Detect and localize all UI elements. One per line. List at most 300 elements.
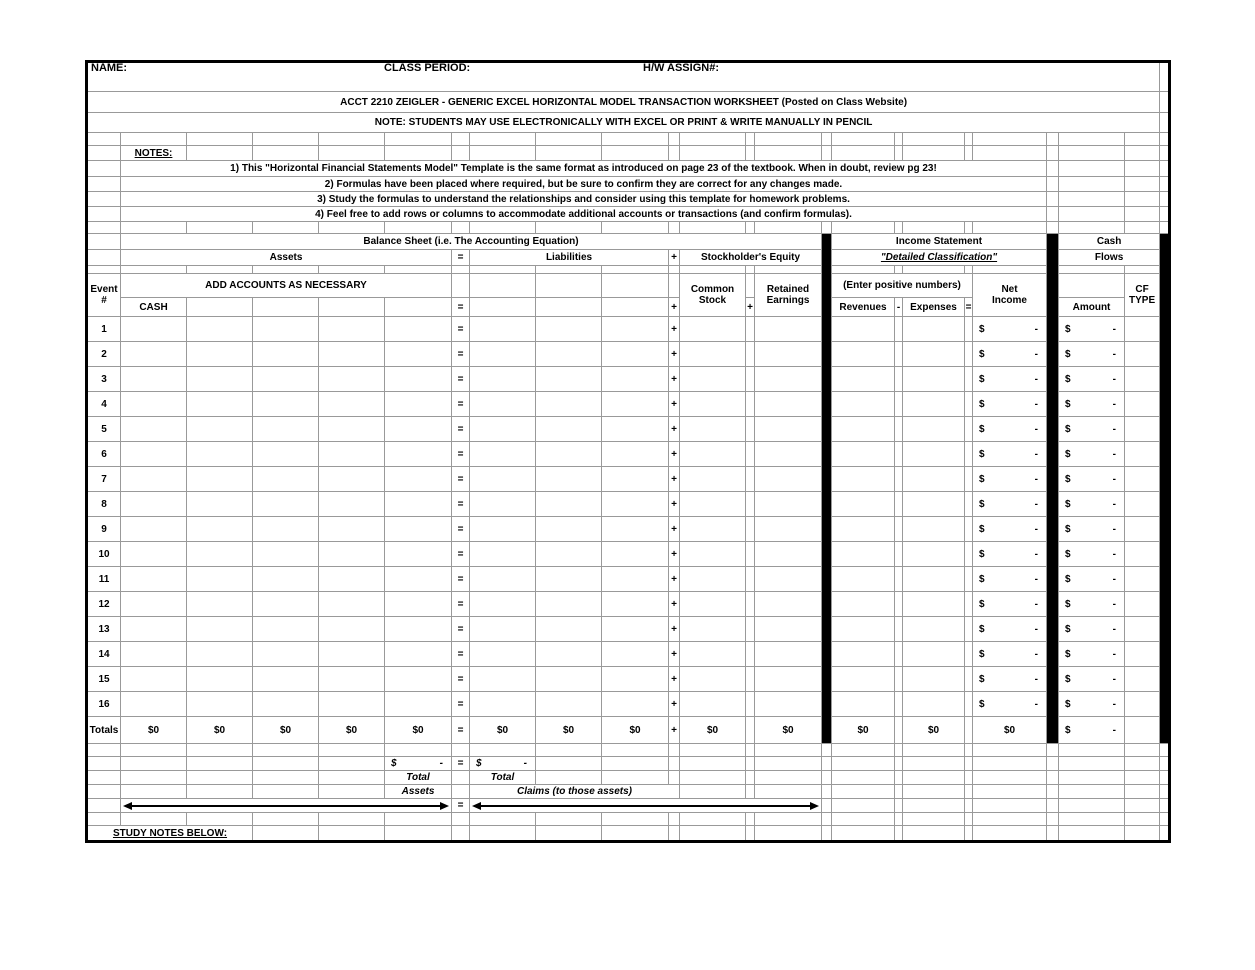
expenses-cell bbox=[903, 642, 965, 667]
empty-cell bbox=[895, 757, 903, 771]
expenses-cell bbox=[903, 492, 965, 517]
liability-cell bbox=[470, 667, 536, 692]
expenses-header: Expenses bbox=[903, 298, 965, 317]
asset-cell bbox=[319, 492, 385, 517]
empty-cell bbox=[253, 744, 319, 757]
detailed-classification-header: "Detailed Classification" bbox=[832, 250, 1047, 266]
plus-sign: + bbox=[669, 717, 680, 744]
liability-cell bbox=[470, 592, 536, 617]
empty-cell bbox=[746, 492, 755, 517]
earnings-cell bbox=[755, 617, 822, 642]
asset-cell bbox=[319, 692, 385, 717]
empty-cell bbox=[253, 771, 319, 785]
asset-cell bbox=[187, 317, 253, 342]
empty-cell bbox=[1059, 207, 1125, 222]
revenues-cell bbox=[832, 467, 895, 492]
asset-cell bbox=[319, 392, 385, 417]
asset-cell bbox=[319, 467, 385, 492]
empty-cell bbox=[319, 222, 385, 234]
empty-cell bbox=[965, 222, 973, 234]
expenses-cell bbox=[903, 392, 965, 417]
empty-cell bbox=[121, 785, 187, 799]
empty-cell bbox=[746, 442, 755, 467]
liability-cell bbox=[470, 642, 536, 667]
dash: - bbox=[439, 758, 443, 769]
dollar-sign: $ bbox=[979, 323, 985, 335]
plus-sign: + bbox=[669, 492, 680, 517]
asset-cell bbox=[319, 342, 385, 367]
empty-cell bbox=[452, 813, 470, 826]
empty-cell bbox=[1125, 192, 1160, 207]
double-arrow-icon bbox=[130, 805, 442, 807]
empty-cell bbox=[895, 442, 903, 467]
empty-cell bbox=[385, 266, 452, 274]
event-label: Event bbox=[90, 284, 118, 295]
empty-cell bbox=[746, 417, 755, 442]
empty-cell bbox=[832, 757, 895, 771]
liability-cell bbox=[602, 692, 669, 717]
empty-cell bbox=[965, 744, 973, 757]
empty-cell bbox=[669, 266, 680, 274]
empty-cell bbox=[755, 813, 822, 826]
equals-sign: = bbox=[452, 617, 470, 642]
asset-cell bbox=[121, 542, 187, 567]
empty-cell bbox=[746, 692, 755, 717]
empty-cell bbox=[895, 492, 903, 517]
empty-cell bbox=[385, 146, 452, 161]
event-number: 3 bbox=[87, 367, 121, 392]
dollar-sign: $ bbox=[979, 698, 985, 710]
asset-cell bbox=[121, 617, 187, 642]
empty-cell bbox=[1059, 785, 1125, 799]
event-number: 15 bbox=[87, 667, 121, 692]
empty-cell bbox=[1059, 799, 1125, 813]
liability-cell bbox=[602, 592, 669, 617]
empty-cell bbox=[832, 813, 895, 826]
asset-cell bbox=[385, 617, 452, 642]
empty-cell bbox=[536, 826, 602, 842]
empty-cell bbox=[536, 133, 602, 146]
empty-cell bbox=[746, 342, 755, 367]
common-stock-header bbox=[680, 274, 746, 317]
empty-cell bbox=[1160, 146, 1170, 161]
hash-label: # bbox=[101, 295, 107, 306]
transaction-row bbox=[87, 367, 1170, 392]
equals-sign: = bbox=[452, 567, 470, 592]
dash: - bbox=[1112, 598, 1116, 610]
empty-cell bbox=[965, 517, 973, 542]
empty-cell bbox=[319, 785, 385, 799]
asset-cell bbox=[121, 467, 187, 492]
asset-cell bbox=[121, 317, 187, 342]
cf-amount-cell bbox=[1059, 392, 1125, 417]
empty-cell bbox=[755, 133, 822, 146]
totals-label: Totals bbox=[87, 717, 121, 744]
empty-cell bbox=[680, 826, 746, 842]
equals-sign: = bbox=[965, 298, 973, 317]
empty-cell bbox=[385, 298, 452, 317]
asset-cell bbox=[319, 367, 385, 392]
net-income-cell bbox=[973, 592, 1047, 617]
dash: - bbox=[1112, 548, 1116, 560]
earnings-cell bbox=[755, 392, 822, 417]
empty-cell bbox=[1125, 799, 1160, 813]
liability-cell bbox=[536, 417, 602, 442]
dollar-sign: $ bbox=[1065, 698, 1071, 710]
empty-cell bbox=[822, 146, 832, 161]
empty-cell bbox=[965, 717, 973, 744]
dollar-sign: $ bbox=[1065, 523, 1071, 535]
asset-cell bbox=[187, 342, 253, 367]
empty-cell bbox=[746, 744, 755, 757]
revenues-cell bbox=[832, 342, 895, 367]
empty-cell bbox=[822, 813, 832, 826]
empty-cell bbox=[746, 757, 755, 771]
empty-cell bbox=[680, 133, 746, 146]
equals-sign: = bbox=[452, 467, 470, 492]
dollar-sign: $ bbox=[476, 758, 482, 769]
dollar-sign: $ bbox=[979, 373, 985, 385]
liability-cell bbox=[536, 542, 602, 567]
event-number: 10 bbox=[87, 542, 121, 567]
empty-cell bbox=[87, 161, 121, 177]
dash: - bbox=[1034, 623, 1038, 635]
expenses-cell bbox=[903, 692, 965, 717]
stock-cell bbox=[680, 567, 746, 592]
empty-cell bbox=[903, 222, 965, 234]
dash: - bbox=[1034, 523, 1038, 535]
asset-cell bbox=[253, 667, 319, 692]
empty-cell bbox=[895, 667, 903, 692]
cf-amount-cell bbox=[1059, 667, 1125, 692]
liability-cell bbox=[470, 342, 536, 367]
empty-cell bbox=[832, 771, 895, 785]
enter-positive-note: (Enter positive numbers) bbox=[832, 274, 973, 298]
empty-cell bbox=[746, 717, 755, 744]
event-number: 2 bbox=[87, 342, 121, 367]
cf-type-cell bbox=[1125, 467, 1160, 492]
empty-cell bbox=[253, 785, 319, 799]
earnings-label: Earnings bbox=[766, 295, 810, 306]
liability-cell bbox=[536, 592, 602, 617]
net-income-cell bbox=[973, 467, 1047, 492]
expenses-cell bbox=[903, 592, 965, 617]
asset-cell bbox=[253, 592, 319, 617]
empty-cell bbox=[973, 744, 1047, 757]
liability-cell bbox=[602, 467, 669, 492]
empty-cell bbox=[121, 133, 187, 146]
revenues-cell bbox=[832, 642, 895, 667]
empty-cell bbox=[1059, 133, 1125, 146]
asset-cell bbox=[121, 692, 187, 717]
empty-cell bbox=[1160, 826, 1170, 842]
revenues-cell bbox=[832, 417, 895, 442]
empty-cell bbox=[470, 274, 536, 298]
empty-cell bbox=[1125, 785, 1160, 799]
dash: - bbox=[1034, 498, 1038, 510]
empty-cell bbox=[187, 785, 253, 799]
empty-cell bbox=[1125, 813, 1160, 826]
empty-cell bbox=[895, 617, 903, 642]
equals-sign: = bbox=[452, 667, 470, 692]
dollar-sign: $ bbox=[979, 448, 985, 460]
asset-cell bbox=[121, 642, 187, 667]
asset-cell bbox=[121, 367, 187, 392]
asset-cell bbox=[187, 567, 253, 592]
minus-sign: - bbox=[895, 298, 903, 317]
empty-cell bbox=[470, 298, 536, 317]
empty-cell bbox=[973, 266, 1047, 274]
empty-cell bbox=[87, 192, 121, 207]
total-asset: $0 bbox=[253, 717, 319, 744]
asset-cell bbox=[187, 617, 253, 642]
empty-cell bbox=[602, 757, 669, 771]
stock-cell bbox=[680, 492, 746, 517]
asset-cell bbox=[253, 342, 319, 367]
empty-cell bbox=[385, 133, 452, 146]
empty-cell bbox=[903, 146, 965, 161]
total-assets-word2: Assets bbox=[385, 785, 452, 799]
empty-cell bbox=[1059, 161, 1125, 177]
earnings-cell bbox=[755, 542, 822, 567]
dollar-sign: $ bbox=[1065, 598, 1071, 610]
transaction-row bbox=[87, 567, 1170, 592]
empty-cell bbox=[965, 642, 973, 667]
empty-cell bbox=[385, 222, 452, 234]
double-arrow-icon bbox=[479, 805, 812, 807]
cf-amount-cell bbox=[1059, 567, 1125, 592]
transaction-row bbox=[87, 442, 1170, 467]
dollar-sign: $ bbox=[979, 673, 985, 685]
cf-type-cell bbox=[1125, 442, 1160, 467]
empty-cell bbox=[1160, 813, 1170, 826]
asset-cell bbox=[385, 642, 452, 667]
asset-cell bbox=[187, 467, 253, 492]
asset-cell bbox=[187, 517, 253, 542]
asset-cell bbox=[319, 317, 385, 342]
dollar-sign: $ bbox=[1065, 498, 1071, 510]
asset-cell bbox=[253, 642, 319, 667]
section-edge-bar bbox=[1160, 234, 1170, 744]
transaction-row bbox=[87, 492, 1170, 517]
empty-cell bbox=[452, 744, 470, 757]
liability-cell bbox=[470, 692, 536, 717]
revenues-cell bbox=[832, 517, 895, 542]
cf-type-header bbox=[1125, 274, 1160, 317]
dash: - bbox=[1112, 623, 1116, 635]
transaction-row bbox=[87, 467, 1170, 492]
stock-cell bbox=[680, 317, 746, 342]
empty-cell bbox=[1047, 826, 1059, 842]
empty-cell bbox=[965, 367, 973, 392]
empty-cell bbox=[470, 826, 536, 842]
plus-sign: + bbox=[669, 467, 680, 492]
empty-cell bbox=[536, 222, 602, 234]
empty-cell bbox=[895, 799, 903, 813]
empty-cell bbox=[187, 771, 253, 785]
dollar-sign: $ bbox=[979, 398, 985, 410]
revenues-cell bbox=[832, 367, 895, 392]
earnings-cell bbox=[755, 567, 822, 592]
asset-cell bbox=[121, 342, 187, 367]
event-number: 6 bbox=[87, 442, 121, 467]
expenses-cell bbox=[903, 617, 965, 642]
asset-cell bbox=[385, 342, 452, 367]
empty-cell bbox=[1059, 826, 1125, 842]
empty-cell bbox=[1125, 826, 1160, 842]
empty-cell bbox=[832, 785, 895, 799]
cf-type-cell bbox=[1125, 367, 1160, 392]
liability-cell bbox=[536, 517, 602, 542]
empty-cell bbox=[895, 266, 903, 274]
empty-cell bbox=[1059, 744, 1125, 757]
empty-cell bbox=[536, 274, 602, 298]
empty-cell bbox=[895, 826, 903, 842]
cf-type-cell bbox=[1125, 517, 1160, 542]
empty-cell bbox=[965, 317, 973, 342]
stock-cell bbox=[680, 467, 746, 492]
dash: - bbox=[1034, 323, 1038, 335]
transaction-row bbox=[87, 392, 1170, 417]
expenses-cell bbox=[903, 342, 965, 367]
empty-cell bbox=[680, 146, 746, 161]
expenses-cell bbox=[903, 442, 965, 467]
expenses-cell bbox=[903, 467, 965, 492]
plus-sign: + bbox=[669, 342, 680, 367]
empty-cell bbox=[121, 744, 187, 757]
empty-cell bbox=[669, 813, 680, 826]
empty-cell bbox=[895, 222, 903, 234]
empty-cell bbox=[965, 146, 973, 161]
transaction-row bbox=[87, 642, 1170, 667]
liability-cell bbox=[536, 342, 602, 367]
empty-cell bbox=[470, 813, 536, 826]
revenues-cell bbox=[832, 592, 895, 617]
empty-cell bbox=[319, 298, 385, 317]
dash: - bbox=[1112, 724, 1116, 736]
liability-cell bbox=[602, 542, 669, 567]
plus-sign: + bbox=[669, 250, 680, 266]
net-income-cell bbox=[973, 492, 1047, 517]
stock-label: Stock bbox=[698, 295, 727, 306]
equals-sign: = bbox=[452, 298, 470, 317]
empty-cell bbox=[1047, 785, 1059, 799]
cf-amount-cell bbox=[1059, 467, 1125, 492]
liability-cell bbox=[536, 567, 602, 592]
cf-type-cell bbox=[1125, 692, 1160, 717]
plus-sign: + bbox=[669, 667, 680, 692]
asset-cell bbox=[385, 692, 452, 717]
empty-cell bbox=[895, 813, 903, 826]
event-number: 5 bbox=[87, 417, 121, 442]
empty-cell bbox=[973, 826, 1047, 842]
net-income-cell bbox=[973, 642, 1047, 667]
equals-sign: = bbox=[452, 592, 470, 617]
asset-cell bbox=[253, 567, 319, 592]
event-column-header bbox=[87, 274, 121, 317]
net-income-cell bbox=[973, 417, 1047, 442]
liability-cell bbox=[470, 317, 536, 342]
empty-cell bbox=[187, 133, 253, 146]
empty-cell bbox=[669, 771, 680, 785]
asset-cell bbox=[385, 492, 452, 517]
expenses-cell bbox=[903, 667, 965, 692]
dash: - bbox=[1112, 648, 1116, 660]
total-asset: $0 bbox=[385, 717, 452, 744]
empty-cell bbox=[669, 146, 680, 161]
cf-amount-cell bbox=[1059, 492, 1125, 517]
empty-cell bbox=[903, 826, 965, 842]
empty-cell bbox=[1059, 222, 1125, 234]
liability-cell bbox=[470, 392, 536, 417]
liability-cell bbox=[470, 542, 536, 567]
empty-cell bbox=[452, 266, 470, 274]
total-asset: $0 bbox=[187, 717, 253, 744]
asset-cell bbox=[187, 542, 253, 567]
plus-sign: + bbox=[746, 298, 755, 317]
empty-cell bbox=[536, 757, 602, 771]
empty-cell bbox=[1125, 177, 1160, 192]
empty-cell bbox=[895, 771, 903, 785]
asset-cell bbox=[385, 392, 452, 417]
liability-cell bbox=[602, 442, 669, 467]
expenses-cell bbox=[903, 317, 965, 342]
asset-cell bbox=[319, 517, 385, 542]
asset-cell bbox=[121, 417, 187, 442]
empty-cell bbox=[973, 222, 1047, 234]
empty-cell bbox=[746, 517, 755, 542]
empty-cell bbox=[822, 133, 832, 146]
empty-cell bbox=[1125, 222, 1160, 234]
empty-cell bbox=[452, 771, 470, 785]
cf-type-cell bbox=[1125, 567, 1160, 592]
net-income-header bbox=[973, 274, 1047, 317]
empty-cell bbox=[832, 266, 895, 274]
dash: - bbox=[1112, 398, 1116, 410]
transaction-row bbox=[87, 667, 1170, 692]
empty-cell bbox=[1160, 161, 1170, 177]
total-claims-word1: Total bbox=[470, 771, 536, 785]
empty-cell bbox=[746, 617, 755, 642]
dollar-sign: $ bbox=[1065, 423, 1071, 435]
empty-cell bbox=[602, 266, 669, 274]
empty-cell bbox=[452, 826, 470, 842]
empty-cell bbox=[965, 266, 973, 274]
earnings-cell bbox=[755, 492, 822, 517]
liability-cell bbox=[536, 442, 602, 467]
income-label: Income bbox=[991, 295, 1027, 306]
empty-cell bbox=[1160, 757, 1170, 771]
empty-cell bbox=[755, 757, 822, 771]
empty-cell bbox=[746, 392, 755, 417]
liability-cell bbox=[536, 467, 602, 492]
empty-cell bbox=[680, 744, 746, 757]
empty-cell bbox=[895, 417, 903, 442]
equals-sign: = bbox=[452, 757, 470, 771]
empty-cell bbox=[602, 222, 669, 234]
equals-sign: = bbox=[452, 642, 470, 667]
empty-cell bbox=[87, 133, 121, 146]
earnings-cell bbox=[755, 642, 822, 667]
empty-cell bbox=[680, 222, 746, 234]
empty-cell bbox=[903, 785, 965, 799]
empty-cell bbox=[973, 146, 1047, 161]
dollar-sign: $ bbox=[979, 623, 985, 635]
empty-cell bbox=[965, 417, 973, 442]
empty-cell bbox=[87, 250, 121, 266]
empty-cell bbox=[895, 744, 903, 757]
empty-cell bbox=[319, 771, 385, 785]
